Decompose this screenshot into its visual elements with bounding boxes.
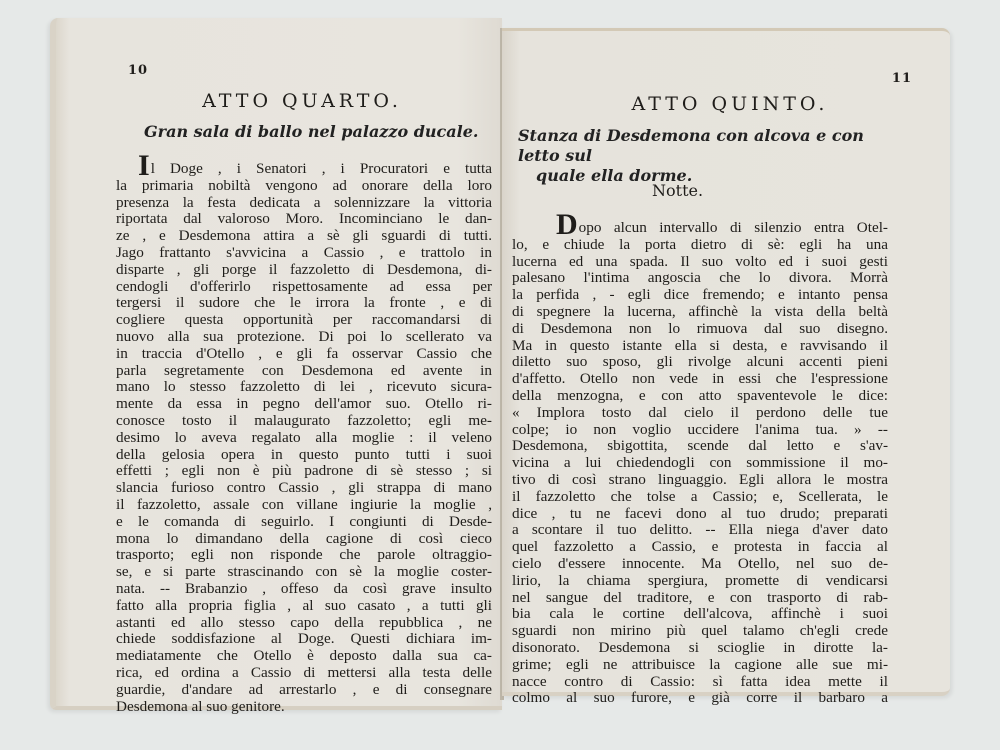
text-line: Ma in questo istante ella si desta, e ravvisando il <box>512 336 888 354</box>
scene-line: Stanza di Desdemona con alcova e con letto sul <box>518 126 864 165</box>
text-line: il fazzoletto che tolse a Cassio; e, Scellerata, le <box>512 487 888 505</box>
open-book <box>50 14 950 714</box>
text-line: a scontare il tuo delitto. -- Ella niega d'aver dato <box>512 521 888 539</box>
text-line: effetti ; egli non è più padrone di sè stesso ; si <box>116 462 492 480</box>
text-line: disparte , gli porge il fazzoletto di Desdemona, di- <box>116 260 492 278</box>
text-line: tergersi il sudore che le irrora la fronte , e di <box>116 294 492 312</box>
text-line: se, e si parte strascinando con sè la moglie coster- <box>116 563 492 581</box>
scene-line: quale ella dorme. <box>536 166 693 185</box>
text-line: Il Doge , i Senatori , i Procuratori e tutta <box>138 149 492 182</box>
text-line: rica, ed ordina a Cassio di mettersi alla testa delle <box>116 663 492 681</box>
text-line: astanti ed allo stesso capo della repubblica , ne <box>116 613 492 631</box>
drop-cap: D <box>556 208 578 241</box>
text-line: di spegnere la lucerna, affinchè la vista della beltà <box>512 302 888 320</box>
text-line: nacce contro di Cassio: sì fatta idea mette il <box>512 672 888 690</box>
text-line: desimo lo aveva regalato alla moglie : il veleno <box>116 428 492 446</box>
scene-description: Gran sala di ballo nel palazzo ducale. <box>144 122 479 141</box>
text-line: fatto alla propria figlia , al suo casato , a tutti gli <box>116 596 492 614</box>
text-line: Jago frattanto s'avvicina a Cassio , e trattolo in <box>116 243 492 261</box>
text-line: diletto suo sposo, gli rivolge alcuni accenti pieni <box>512 353 888 371</box>
page-number: 10 <box>128 63 149 78</box>
text-line: lucerna ed una spada. Il suo volto ed i suoi gesti <box>512 252 888 270</box>
text-line: il fazzoletto, assale con villane ingiurie la moglie , <box>116 495 492 513</box>
text-line: conosce tosto il malaugurato fazzoletto; egli me- <box>116 411 492 429</box>
body-text <box>512 208 888 707</box>
text-line: guardie, d'andare ad arrestarlo , e di consegnare <box>116 680 492 698</box>
text-line: lo, e chiude la porta dietro di sè: egli ha una <box>512 235 888 253</box>
text-line: bia cala le cortine dell'alcova, affinchè i suoi <box>512 605 888 623</box>
page-number: 11 <box>891 71 912 86</box>
scene-description <box>518 126 898 186</box>
text-line: riportata dal valoroso Moro. Incominciano le dan- <box>116 210 492 228</box>
text-line: e le comanda di seguirlo. I congiunti di Desde- <box>116 512 492 530</box>
text-line: palesano l'intima angoscia che lo divora. Morrà <box>512 269 888 287</box>
text-line: trasporto; egli non risponde che parole oltraggio- <box>116 546 492 564</box>
text-line: mano lo stesso fazzoletto di lei , ricevuto sicura- <box>116 378 492 396</box>
text-line: d'affetto. Otello non vede in essi che l'espressione <box>512 370 888 388</box>
act-title: ATTO QUARTO. <box>202 90 402 112</box>
text-line: Dopo alcun intervallo di silenzio entra Otel- <box>556 208 888 241</box>
right-page <box>502 28 950 707</box>
text-line: slancia furioso contro Cassio , gli strappa di mano <box>116 479 492 497</box>
text-line: della gelosia opera in questo punto tutti i suoi <box>116 445 492 463</box>
text-line: di Desdemona non lo rimuova dal suo disegno. <box>512 319 888 337</box>
text-line: nuovo alla sua protezione. Di poi lo scellerato va <box>116 327 492 345</box>
text-line: nel sangue del traditore, e con trasporto di rab- <box>512 588 888 606</box>
text-line: nata. -- Brabanzio , offeso da così grave insulto <box>116 579 492 597</box>
text-line: grime; egli ne attribuisce la cagione alle sue mi- <box>512 655 888 673</box>
text-line: vicina a lui chiedendogli con sommissione il mo- <box>512 454 888 472</box>
text-line: sguardi non mirino più quel talamo ch'egli crede <box>512 622 888 640</box>
text-line: ze , e Desdemona attira a sè gli sguardi di tutti. <box>116 227 492 245</box>
text-line: mediatamente che Otello è deposto dalla sua ca- <box>116 647 492 665</box>
text-line: cielo d'essere innocente. Ma Otello, nel suo de- <box>512 554 888 572</box>
text-line: colpe; io non voglio uccidere l'anima tua. » -- <box>512 420 888 438</box>
drop-cap: I <box>138 149 150 182</box>
text-line: in traccia d'Otello , e gli fa osservar Cassio che <box>116 344 492 362</box>
text-line: parla segretamente con Desdemona ed avente in <box>116 361 492 379</box>
text-line: la primaria nobiltà vengono ad onorare della loro <box>116 176 492 194</box>
text-line: lirio, la chiama spergiura, promette di vendicarsi <box>512 571 888 589</box>
text-line: « Implora tosto dal cielo il perdono delle tue <box>512 403 888 421</box>
text-line: cogliere questa opportunità per raccomandarsi di <box>116 311 492 329</box>
text-line: chiede soddisfazione al Doge. Questi dichiara im- <box>116 630 492 648</box>
text-line: della menzogna, e con atto spaventevole le dice: <box>512 386 888 404</box>
text-line: colmo al suo furore, e già corre il barbaro a <box>512 689 888 707</box>
text-line: quel fazzoletto a Cassio, e protesta in faccia al <box>512 538 888 556</box>
text-line: dice , tu ne facevi dono al tuo drudo; preparati <box>512 504 888 522</box>
text-line: mona lo dimandano della cagione di così cieco <box>116 529 492 547</box>
text-line: Desdemona, sbigottita, scende dal letto e s'av- <box>512 437 888 455</box>
text-line: presenza la festa dedicata a solennizzare la vittoria <box>116 193 492 211</box>
body-text <box>116 149 492 715</box>
text-line: cendogli d'offerirlo rispettosamente ad essa per <box>116 277 492 295</box>
text-line: disonorato. Desdemona si scioglie in dirotte la- <box>512 638 888 656</box>
text-line: la perfida , - egli dice fremendo; e intanto pensa <box>512 286 888 304</box>
text-line: Desdemona al suo genitore. <box>116 697 285 715</box>
text-line: tivo di così strano linguaggio. Egli allora le mostra <box>512 470 888 488</box>
text-line: mente da essa in pegno dell'amor suo. Otello ri- <box>116 395 492 413</box>
act-title: ATTO QUINTO. <box>631 93 829 115</box>
time-of-day: Notte. <box>652 181 704 200</box>
left-page <box>50 18 502 715</box>
